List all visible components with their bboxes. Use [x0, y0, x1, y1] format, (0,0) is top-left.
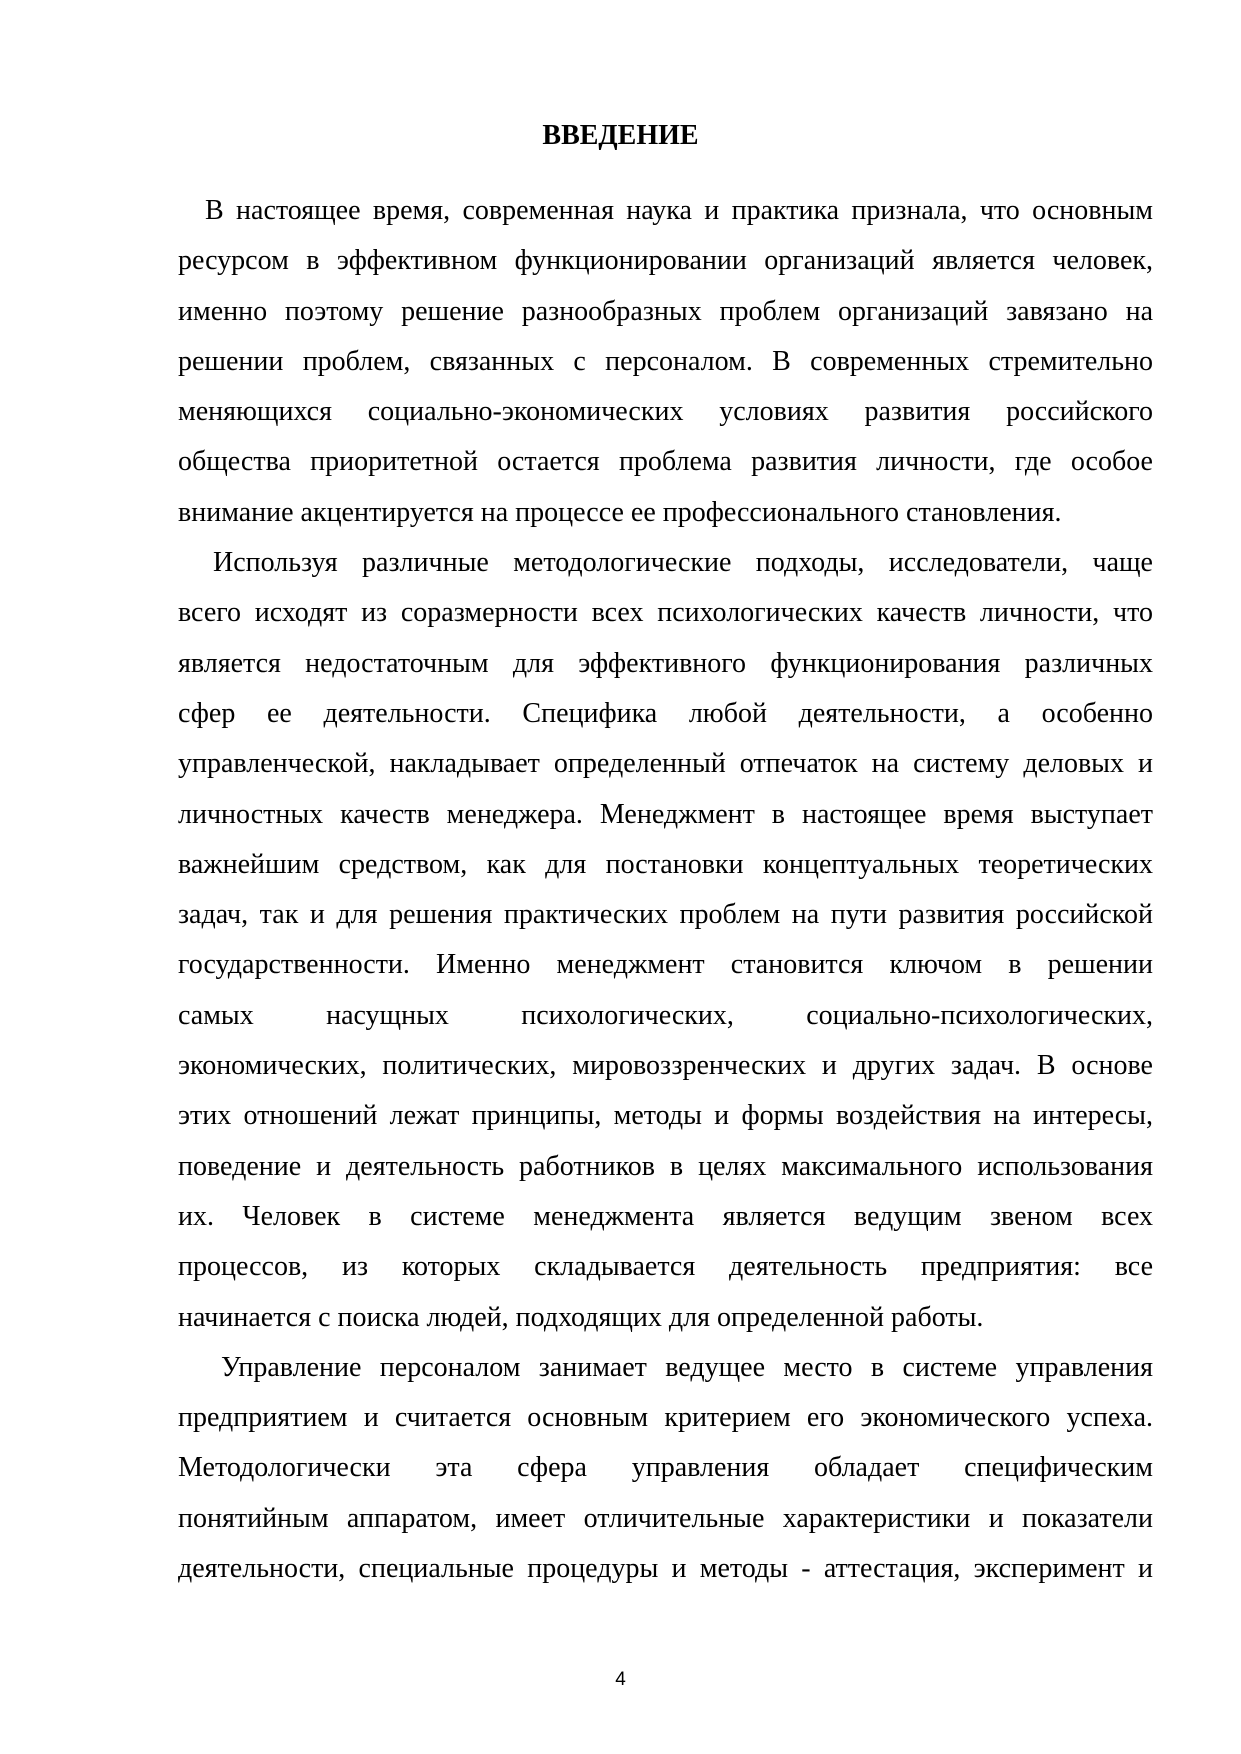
text-line: Управление персоналом занимает ведущее место в системе управления	[221, 1351, 1153, 1383]
text-line: начинается с поиска людей, подходящих для определенной работы.	[178, 1301, 984, 1333]
text-line: сфер ее деятельности. Специфика любой деятельности, а особенно	[178, 697, 1153, 729]
text-line: самых насущных психологических, социально-психологических,	[178, 999, 1153, 1031]
text-line: предприятием и считается основным критерием его экономического успеха.	[178, 1402, 1153, 1434]
paragraph-3	[178, 1343, 1153, 1594]
text-line: внимание акцентируется на процессе ее профессионального становления.	[178, 496, 1062, 528]
text-line: В настоящее время, современная наука и практика признала, что основным	[205, 195, 1153, 226]
text-line: решении проблем, связанных с персоналом. В современных стремительно	[178, 345, 1153, 377]
text-line: Используя различные методологические подходы, исследователи, чаще	[213, 547, 1153, 579]
text-line: процессов, из которых складывается деятельность предприятия: все	[178, 1251, 1153, 1283]
text-line: управленческой, накладывает определенный отпечаток на систему деловых и	[178, 748, 1153, 780]
paragraph-1	[178, 186, 1153, 538]
text-line: всего исходят из соразмерности всех психологических качеств личности, что	[178, 597, 1153, 629]
text-line: является недостаточным для эффективного функционирования различных	[178, 647, 1153, 679]
text-line: важнейшим средством, как для постановки концептуальных теоретических	[178, 848, 1153, 880]
text-line: их. Человек в системе менеджмента является ведущим звеном всех	[178, 1200, 1153, 1232]
text-line: этих отношений лежат принципы, методы и формы воздействия на интересы,	[178, 1100, 1153, 1132]
text-line: задач, так и для решения практических проблем на пути развития российской	[178, 899, 1153, 931]
text-line: именно поэтому решение разнообразных проблем организаций завязано на	[178, 295, 1153, 327]
text-line: меняющихся социально-экономических условиях развития российского	[178, 396, 1153, 428]
text-line: деятельности, специальные процедуры и методы - аттестация, эксперимент и	[178, 1553, 1153, 1585]
text-line: ресурсом в эффективном функционировании организаций является человек,	[178, 245, 1153, 277]
text-line: поведение и деятельность работников в целях максимального использования	[178, 1150, 1153, 1182]
text-line: экономических, политических, мировоззренческих и других задач. В основе	[178, 1050, 1153, 1082]
body-text	[178, 186, 1153, 1594]
text-line: общества приоритетной остается проблема развития личности, где особое	[178, 446, 1153, 478]
text-line: Методологически эта сфера управления обладает специфическим	[178, 1452, 1153, 1484]
text-line: личностных качеств менеджера. Менеджмент в настоящее время выступает	[178, 798, 1153, 830]
text-line: государственности. Именно менеджмент становится ключом в решении	[178, 949, 1153, 981]
page-number: 4	[615, 1669, 626, 1690]
paragraph-2	[178, 538, 1153, 1343]
page-title: ВВЕДЕНИЕ	[542, 120, 699, 151]
text-line: понятийным аппаратом, имеет отличительные характеристики и показатели	[178, 1502, 1153, 1534]
